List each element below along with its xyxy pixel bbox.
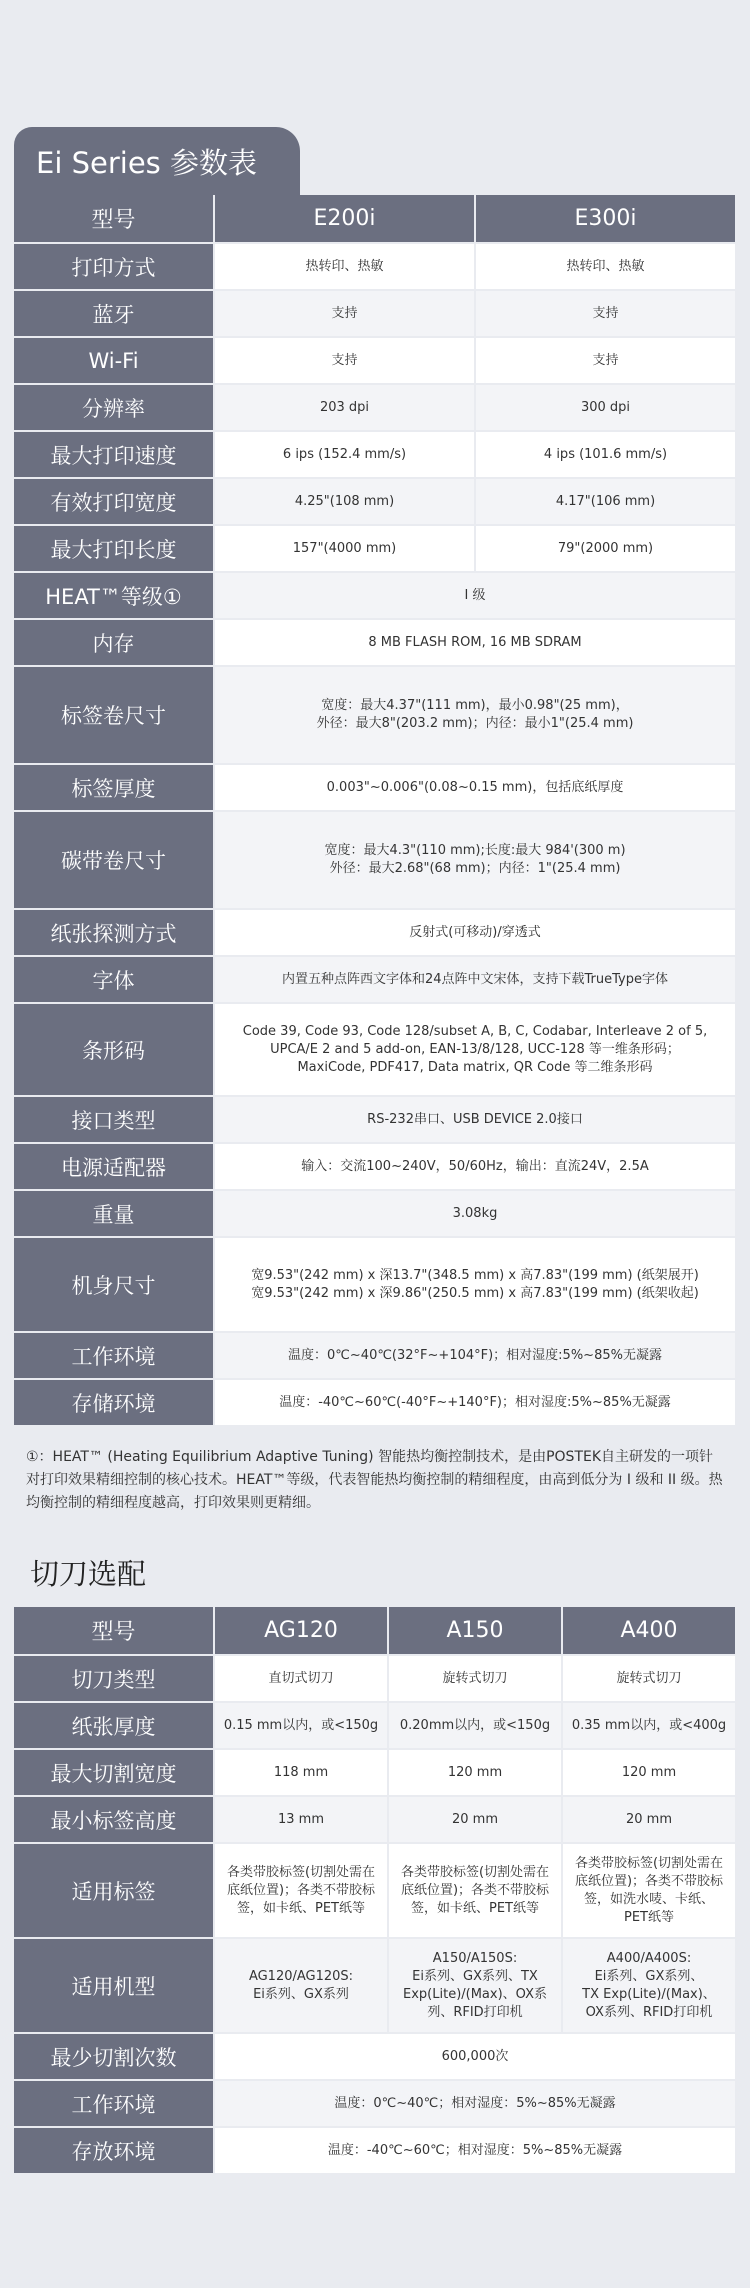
row-label: 重量 (14, 1191, 215, 1238)
row-value: RS-232串口、USB DEVICE 2.0接口 (215, 1097, 737, 1144)
row-label: 工作环境 (14, 1333, 215, 1380)
table-row (14, 1380, 737, 1427)
table-row (14, 479, 737, 526)
row-value-e300i: 4.17"(106 mm) (476, 479, 737, 526)
row-value-ag120: 118 mm (215, 1750, 389, 1797)
row-value: I 级 (215, 573, 737, 620)
row-value-e200i: 支持 (215, 291, 476, 338)
ei-spec-table (14, 195, 737, 1427)
row-value-a150: 各类带胶标签(切割处需在 底纸位置)；各类不带胶标 签，如卡纸、PET纸等 (389, 1844, 563, 1939)
row-value: 宽度：最大4.3"(110 mm);长度:最大 984'(300 m) 外径：最大2.68"(68 mm)；内径：1"(25.4 mm) (215, 812, 737, 910)
table-row (14, 573, 737, 620)
row-label: 纸张厚度 (14, 1703, 215, 1750)
header-label-model: 型号 (14, 195, 215, 244)
row-label: 条形码 (14, 1004, 215, 1097)
row-value: 反射式(可移动)/穿透式 (215, 910, 737, 957)
row-value: 0.003"~0.006"(0.08~0.15 mm)，包括底纸厚度 (215, 765, 737, 812)
row-value-e200i: 热转印、热敏 (215, 244, 476, 291)
header-model-e300i: E300i (476, 195, 737, 244)
heat-footnote: ①：HEAT™ (Heating Equilibrium Adaptive Tuning) 智能热均衡控制技术，是由POSTEK自主研发的一项针对打印效果精细控制的核心技术。HEAT™等级，代表智能热均衡控制的精细程度，由高到低分为 I 级和 II 级。热均衡控制的精细程度越高，打印效果则更精细。 (26, 1449, 723, 1511)
row-label: 适用机型 (14, 1939, 215, 2034)
row-value-a150: A150/A150S: Ei系列、GX系列、TX Exp(Lite)/(Max)、OX系 列、RFID打印机 (389, 1939, 563, 2034)
row-label: 最小标签高度 (14, 1797, 215, 1844)
row-value-a400: A400/A400S: Ei系列、GX系列、 TX Exp(Lite)/(Max)、 OX系列、RFID打印机 (563, 1939, 737, 2034)
table-header-row (14, 1607, 737, 1656)
row-label: 最大切割宽度 (14, 1750, 215, 1797)
table-row (14, 244, 737, 291)
cutter-spec-table (14, 1607, 737, 2175)
header-model-ag120: AG120 (215, 1607, 389, 1656)
table-row (14, 1097, 737, 1144)
row-value-ag120: 直切式切刀 (215, 1656, 389, 1703)
table-row (14, 1797, 737, 1844)
table-row (14, 1703, 737, 1750)
row-value: 宽度：最大4.37"(111 mm)，最小0.98"(25 mm)， 外径：最大8"(203.2 mm)；内径：最小1"(25.4 mm) (215, 667, 737, 765)
header-model-a400: A400 (563, 1607, 737, 1656)
table-row (14, 2128, 737, 2175)
row-label: 电源适配器 (14, 1144, 215, 1191)
table-row (14, 291, 737, 338)
row-value-e200i: 203 dpi (215, 385, 476, 432)
row-value: 温度：0℃~40℃(32°F~+104°F)；相对湿度:5%~85%无凝露 (215, 1333, 737, 1380)
row-value-e300i: 79"(2000 mm) (476, 526, 737, 573)
row-value: 温度：-40℃~60℃(-40°F~+140°F)；相对湿度:5%~85%无凝露 (215, 1380, 737, 1427)
row-label: 最大打印速度 (14, 432, 215, 479)
table-row (14, 812, 737, 910)
table-row (14, 1939, 737, 2034)
row-value: 600,000次 (215, 2034, 737, 2081)
table-row (14, 1238, 737, 1333)
row-label: 纸张探测方式 (14, 910, 215, 957)
table-row (14, 910, 737, 957)
row-label: 碳带卷尺寸 (14, 812, 215, 910)
table-row (14, 432, 737, 479)
row-value: 温度：0℃~40℃；相对湿度：5%~85%无凝露 (215, 2081, 737, 2128)
row-label: 存储环境 (14, 1380, 215, 1427)
row-value-ag120: AG120/AG120S: Ei系列、GX系列 (215, 1939, 389, 2034)
table-row (14, 338, 737, 385)
row-label: 字体 (14, 957, 215, 1004)
row-label: 标签卷尺寸 (14, 667, 215, 765)
row-value-ag120: 13 mm (215, 1797, 389, 1844)
row-label: 工作环境 (14, 2081, 215, 2128)
row-value: 宽9.53"(242 mm) x 深13.7"(348.5 mm) x 高7.83"(199 mm) (纸架展开) 宽9.53"(242 mm) x 深9.86"(250.5 mm) x 高7.83"(199 mm) (纸架收起) (215, 1238, 737, 1333)
row-value-a150: 0.20mm以内，或<150g (389, 1703, 563, 1750)
row-label: HEAT™等级① (14, 573, 215, 620)
row-label: Wi-Fi (14, 338, 215, 385)
header-model-e200i: E200i (215, 195, 476, 244)
row-value-e300i: 300 dpi (476, 385, 737, 432)
header-label-model: 型号 (14, 1607, 215, 1656)
header-model-a150: A150 (389, 1607, 563, 1656)
row-label: 接口类型 (14, 1097, 215, 1144)
row-label: 有效打印宽度 (14, 479, 215, 526)
table-row (14, 1750, 737, 1797)
row-value-ag120: 各类带胶标签(切割处需在 底纸位置)；各类不带胶标 签，如卡纸、PET纸等 (215, 1844, 389, 1939)
row-value-e300i: 4 ips (101.6 mm/s) (476, 432, 737, 479)
table-row (14, 957, 737, 1004)
row-label: 适用标签 (14, 1844, 215, 1939)
row-value-e300i: 热转印、热敏 (476, 244, 737, 291)
table-row (14, 620, 737, 667)
table-row (14, 1144, 737, 1191)
row-value: 3.08kg (215, 1191, 737, 1238)
row-value-e200i: 6 ips (152.4 mm/s) (215, 432, 476, 479)
table-row (14, 1004, 737, 1097)
row-value: Code 39, Code 93, Code 128/subset A, B, C, Codabar, Interleave 2 of 5, UPCA/E 2 and 5 add-on, EAN-13/8/128, UCC-128 等一维条形码； MaxiCode, PDF417, Data matrix, QR Code 等二维条形码 (215, 1004, 737, 1097)
table-header-row (14, 195, 737, 244)
row-value-a400: 0.35 mm以内，或<400g (563, 1703, 737, 1750)
table-row (14, 1656, 737, 1703)
row-value-ag120: 0.15 mm以内，或<150g (215, 1703, 389, 1750)
row-label: 标签厚度 (14, 765, 215, 812)
row-value-a400: 120 mm (563, 1750, 737, 1797)
row-value-a150: 20 mm (389, 1797, 563, 1844)
row-value-a150: 旋转式切刀 (389, 1656, 563, 1703)
row-label: 机身尺寸 (14, 1238, 215, 1333)
row-value-a400: 各类带胶标签(切割处需在 底纸位置)；各类不带胶标 签，如洗水唛、卡纸、 PET纸等 (563, 1844, 737, 1939)
row-label: 打印方式 (14, 244, 215, 291)
row-label: 存放环境 (14, 2128, 215, 2175)
row-label: 分辨率 (14, 385, 215, 432)
row-label: 蓝牙 (14, 291, 215, 338)
row-value-e200i: 支持 (215, 338, 476, 385)
table-row (14, 1191, 737, 1238)
row-value-e300i: 支持 (476, 338, 737, 385)
row-label: 内存 (14, 620, 215, 667)
row-value: 温度：-40℃~60℃；相对湿度：5%~85%无凝露 (215, 2128, 737, 2175)
row-value-a400: 20 mm (563, 1797, 737, 1844)
row-label: 最大打印长度 (14, 526, 215, 573)
row-value: 8 MB FLASH ROM, 16 MB SDRAM (215, 620, 737, 667)
spec-table-title: Ei Series 参数表 (14, 127, 300, 195)
table-row (14, 385, 737, 432)
row-value-e200i: 4.25"(108 mm) (215, 479, 476, 526)
row-value: 内置五种点阵西文字体和24点阵中文宋体，支持下载TrueType字体 (215, 957, 737, 1004)
row-label: 最少切割次数 (14, 2034, 215, 2081)
table-row (14, 765, 737, 812)
table-row (14, 2081, 737, 2128)
row-value-a150: 120 mm (389, 1750, 563, 1797)
row-label: 切刀类型 (14, 1656, 215, 1703)
table-row (14, 526, 737, 573)
table-row (14, 1333, 737, 1380)
row-value-e200i: 157"(4000 mm) (215, 526, 476, 573)
table-row (14, 2034, 737, 2081)
row-value-a400: 旋转式切刀 (563, 1656, 737, 1703)
table-row (14, 667, 737, 765)
cutter-section-title: 切刀选配 (30, 1557, 147, 1591)
row-value-e300i: 支持 (476, 291, 737, 338)
row-value: 输入：交流100~240V，50/60Hz，输出：直流24V，2.5A (215, 1144, 737, 1191)
table-row (14, 1844, 737, 1939)
